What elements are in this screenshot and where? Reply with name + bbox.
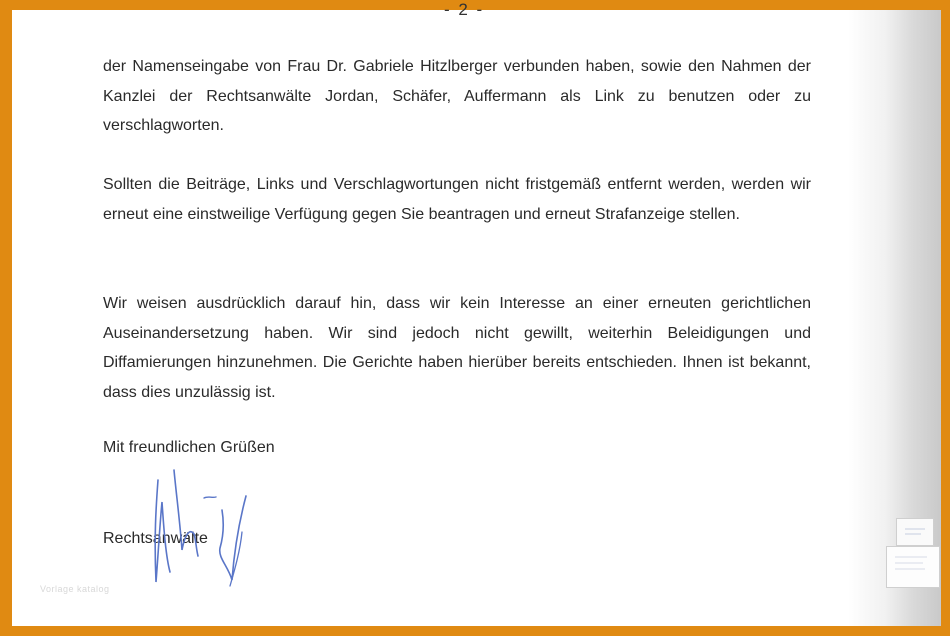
page-number: - 2 - xyxy=(444,0,485,19)
signer-label: Rechtsanwälte xyxy=(103,530,208,547)
paragraph-2: Sollten die Beiträge, Links und Verschlagwortungen nicht fristgemäß entfernt werden, werden wir erneut eine einstweilige Verfügung gegen Sie beantragen und erneut Strafanzeige stellen. xyxy=(103,176,811,223)
document-thumbnail-icon xyxy=(886,546,940,588)
letter-page xyxy=(12,0,941,626)
closing-greeting: Mit freundlichen Grüßen xyxy=(103,439,275,456)
clip-icon xyxy=(896,518,934,546)
paragraph-3: Wir weisen ausdrücklich darauf hin, dass wir kein Interesse an einer erneuten gerichtlichen Auseinandersetzung haben. Wir sind jedoch nicht gewillt, weiterhin Beleidigungen und Diffamierungen hinzunehmen. Die Gerichte haben hierüber bereits entschieden. Ihnen ist bekannt, dass dies unzulässig ist. xyxy=(103,295,811,401)
signature-icon xyxy=(136,462,256,592)
paragraph-1: der Namenseingabe von Frau Dr. Gabriele Hitzlberger verbunden haben, sowie den Nahmen der Kanzlei der Rechtsanwälte Jordan, Schäfer, Auffermann als Link zu benutzen oder zu verschlagworten. xyxy=(103,58,811,134)
watermark: Vorlage katalog xyxy=(40,584,110,594)
